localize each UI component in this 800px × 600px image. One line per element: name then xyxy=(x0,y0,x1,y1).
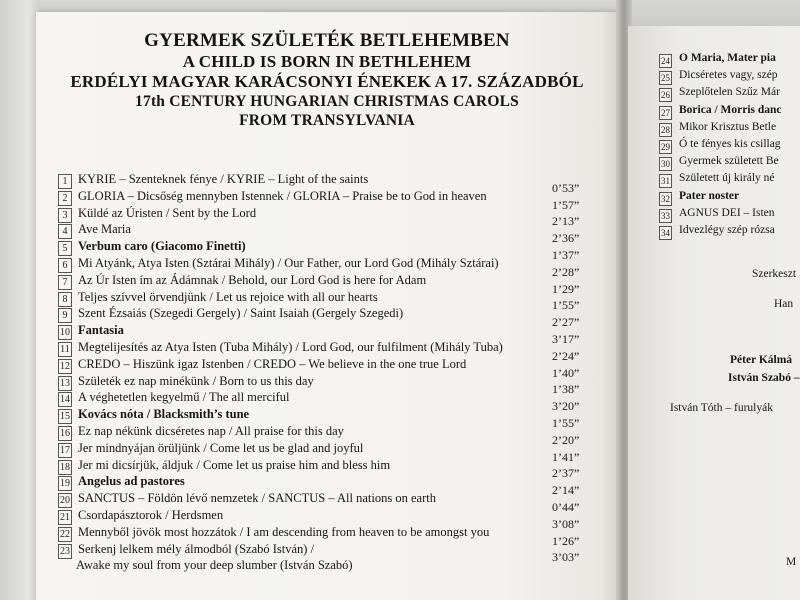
track-duration: 3’17” xyxy=(552,332,580,346)
track-number: 22 xyxy=(60,528,70,540)
track-duration: 2’14” xyxy=(552,483,580,498)
track-number: 12 xyxy=(60,360,70,372)
track-number: 1 xyxy=(58,174,72,189)
track-title: Szent Ézsaiás (Szegedi Gergely) / Saint Isaiah (Gergely Szegedi) xyxy=(78,306,404,321)
track-title: Gyermek született Be xyxy=(679,155,779,168)
track-number: 26 xyxy=(661,90,670,101)
track-number: 25 xyxy=(661,73,670,84)
credit-line: Szerkeszt xyxy=(752,268,797,280)
track-number: 9 xyxy=(58,308,72,323)
track-number: 15 xyxy=(60,411,70,423)
track-number: 31 xyxy=(661,176,670,187)
title-hungarian: GYERMEK SZÜLETÉK BETLEHEMBEN xyxy=(144,30,510,51)
track-number: 32 xyxy=(661,193,670,204)
track-title: A véghetetlen kegyelmű / The all merciful xyxy=(78,390,290,405)
subtitle-english-1: 17th CENTURY HUNGARIAN CHRISTMAS CAROLS xyxy=(135,93,519,110)
track-title: Serkenj lelkem mély álmodból (Szabó István) / xyxy=(78,541,315,556)
credit-line: M xyxy=(786,556,797,568)
track-number: 17 xyxy=(60,444,70,456)
track-title: Teljes szívvel örvendjünk / Let us rejoice with all our hearts xyxy=(78,289,378,304)
track-title: Kovács nóta / Blacksmith’s tune xyxy=(78,407,250,422)
track-title: Ez nap nékünk dicséretes nap / All praise for this day xyxy=(78,424,344,438)
track-duration: 2’36” xyxy=(552,231,580,246)
track-number: 16 xyxy=(60,428,70,439)
track-title: Küldé az Úristen / Sent by the Lord xyxy=(78,205,257,220)
track-duration: 3’20” xyxy=(552,399,580,414)
track-duration: 0’53” xyxy=(552,180,580,195)
credit-line: Han xyxy=(774,298,794,310)
track-title: SANCTUS – Földön lévő nemzetek / SANCTUS – All nations on earth xyxy=(78,491,436,506)
track-title: Mi Atyánk, Atya Isten (Sztárai Mihály) / Our Father, our Lord God (Mihály Sztárai) xyxy=(78,256,499,270)
track-title: Született új király né xyxy=(679,172,775,185)
track-title: Jer mi dicsírjük, áldjuk / Come let us praise him and bless him xyxy=(78,457,391,472)
credit-line: Péter Kálmá xyxy=(730,354,793,366)
subtitle-english-2: FROM TRANSYLVANIA xyxy=(239,112,415,129)
track-number: 3 xyxy=(58,208,72,223)
track-duration: 1’57” xyxy=(552,197,580,212)
track-title: Megtelijesítés az Atya Isten (Tuba Mihály) / Lord God, our fulfilment (Mihály Tuba) xyxy=(78,340,503,354)
track-title: KYRIE – Szenteknek fénye / KYRIE – Light of the saints xyxy=(78,172,369,186)
track-title: Borica / Morris danc xyxy=(679,103,782,116)
track-title: Ó te fényes kis csillag xyxy=(679,138,781,150)
track-number: 2 xyxy=(58,191,72,206)
track-title: Fantasia xyxy=(78,323,124,338)
track-number: 6 xyxy=(58,258,72,273)
track-duration: 1’55” xyxy=(552,298,580,313)
track-duration: 1’38” xyxy=(552,382,580,397)
track-title: Angelus ad pastores xyxy=(78,474,185,489)
track-number: 18 xyxy=(60,461,70,473)
track-duration: 3’08” xyxy=(552,516,580,531)
track-number: 13 xyxy=(60,377,70,389)
track-title: Születék ez nap minékünk / Born to us this day xyxy=(78,373,314,388)
track-title: Awake my soul from your deep slumber (István Szabó) xyxy=(76,558,353,573)
track-title: Verbum caro (Giacomo Finetti) xyxy=(78,239,246,254)
track-title: Mikor Krisztus Betle xyxy=(679,120,777,133)
track-title: Ave Maria xyxy=(78,222,131,237)
booklet-titles xyxy=(36,30,618,130)
track-number: 27 xyxy=(661,107,670,118)
track-title: O Maria, Mater pia xyxy=(679,52,776,64)
track-number: 21 xyxy=(60,512,70,523)
credit-line: István Szabó – xyxy=(728,372,800,384)
track-duration: 2’24” xyxy=(552,348,580,363)
track-duration: 0’44” xyxy=(552,500,580,514)
track-title: GLORIA – Dicsőség mennyben Istennek / GLORIA – Praise be to God in heaven xyxy=(78,188,487,203)
track-title: Szeplőtelen Szűz Már xyxy=(679,86,780,99)
track-duration: 1’26” xyxy=(552,533,580,548)
track-duration: 2’27” xyxy=(552,315,580,330)
track-number: 20 xyxy=(60,495,70,507)
track-number: 11 xyxy=(58,342,72,357)
track-duration: 1’40” xyxy=(552,365,580,380)
track-number: 28 xyxy=(661,124,670,135)
track-number: 8 xyxy=(58,292,72,307)
credit-line: István Tóth – furulyák xyxy=(670,402,773,414)
track-number: 34 xyxy=(661,228,670,238)
track-title: Az Úr Isten ím az Ádámnak / Behold, our Lord God is here for Adam xyxy=(78,272,427,287)
track-duration: 2’13” xyxy=(552,214,580,229)
track-title: Jer mindnyájan örüljünk / Come let us be glad and joyful xyxy=(78,440,364,455)
track-number: 14 xyxy=(60,394,70,406)
cd-case-left-edge xyxy=(0,0,40,600)
track-number: 23 xyxy=(60,545,70,557)
track-duration: 1’37” xyxy=(552,248,580,262)
track-number: 30 xyxy=(661,159,670,170)
track-duration: 2’20” xyxy=(552,432,580,447)
track-duration: 1’41” xyxy=(552,449,580,464)
track-number: 29 xyxy=(661,142,670,152)
track-number: 19 xyxy=(60,478,70,490)
track-number: 5 xyxy=(58,241,72,256)
track-duration: 2’37” xyxy=(552,466,580,481)
track-duration: 1’55” xyxy=(552,416,580,430)
track-title: Dicséretes vagy, szép xyxy=(679,69,778,82)
track-title: Pater noster xyxy=(679,189,740,202)
track-duration: 1’29” xyxy=(552,281,580,296)
track-number: 33 xyxy=(661,210,670,221)
track-duration: 3’03” xyxy=(552,550,580,565)
track-title: Mennyből jövök most hozzátok / I am descending from heaven to be amongst you xyxy=(78,524,490,539)
track-number: 4 xyxy=(58,224,72,239)
track-title: CREDO – Hiszünk igaz Istenben / CREDO – We believe in the one true Lord xyxy=(78,356,467,371)
subtitle-hungarian: ERDÉLYI MAGYAR KARÁCSONYI ÉNEKEK A 17. SZÁZADBÓL xyxy=(70,72,584,91)
track-duration: 2’28” xyxy=(552,264,580,279)
track-number: 7 xyxy=(58,275,72,290)
track-title: Idvezlégy szép rózsa xyxy=(679,224,775,236)
track-title: Csordapásztorok / Herdsmen xyxy=(78,508,224,522)
track-title: AGNUS DEI – Isten xyxy=(679,206,775,219)
track-number: 24 xyxy=(661,56,670,66)
track-number: 10 xyxy=(60,327,70,339)
title-english: A CHILD IS BORN IN BETHLEHEM xyxy=(182,52,472,71)
